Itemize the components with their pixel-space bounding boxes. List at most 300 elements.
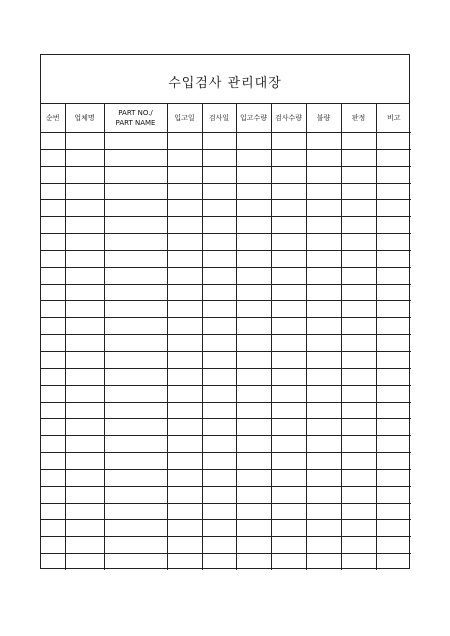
cell-vendor[interactable]: [65, 234, 104, 251]
cell-insp_date[interactable]: [202, 318, 236, 335]
cell-insp_qty[interactable]: [271, 486, 306, 503]
cell-insp_date[interactable]: [202, 385, 236, 402]
cell-remark[interactable]: [376, 318, 411, 335]
cell-seq[interactable]: [41, 520, 65, 537]
cell-insp_date[interactable]: [202, 368, 236, 385]
cell-seq[interactable]: [41, 368, 65, 385]
cell-judge[interactable]: [341, 200, 376, 217]
cell-in_date[interactable]: [167, 486, 202, 503]
cell-insp_qty[interactable]: [271, 149, 306, 166]
header-defect: 불량: [306, 104, 341, 133]
table-row: [41, 267, 411, 284]
cell-in_date[interactable]: [167, 351, 202, 368]
cell-in_qty[interactable]: [236, 250, 271, 267]
cell-in_date[interactable]: [167, 133, 202, 150]
cell-in_qty[interactable]: [236, 453, 271, 470]
cell-defect[interactable]: [306, 133, 341, 150]
cell-part[interactable]: [104, 284, 167, 301]
cell-seq[interactable]: [41, 318, 65, 335]
cell-seq[interactable]: [41, 486, 65, 503]
cell-remark[interactable]: [376, 554, 411, 570]
header-part-line2: PART NAME: [115, 119, 156, 127]
cell-defect[interactable]: [306, 183, 341, 200]
cell-insp_date[interactable]: [202, 250, 236, 267]
cell-judge[interactable]: [341, 284, 376, 301]
cell-vendor[interactable]: [65, 133, 104, 150]
cell-defect[interactable]: [306, 486, 341, 503]
cell-judge[interactable]: [341, 503, 376, 520]
cell-in_qty[interactable]: [236, 351, 271, 368]
cell-in_qty[interactable]: [236, 520, 271, 537]
cell-vendor[interactable]: [65, 436, 104, 453]
cell-defect[interactable]: [306, 453, 341, 470]
cell-judge[interactable]: [341, 368, 376, 385]
cell-remark[interactable]: [376, 486, 411, 503]
cell-insp_qty[interactable]: [271, 402, 306, 419]
cell-in_qty[interactable]: [236, 318, 271, 335]
cell-in_qty[interactable]: [236, 217, 271, 234]
cell-part[interactable]: [104, 234, 167, 251]
cell-in_date[interactable]: [167, 402, 202, 419]
cell-defect[interactable]: [306, 469, 341, 486]
cell-in_date[interactable]: [167, 537, 202, 554]
cell-insp_qty[interactable]: [271, 217, 306, 234]
cell-insp_date[interactable]: [202, 149, 236, 166]
table-row: [41, 284, 411, 301]
cell-insp_date[interactable]: [202, 419, 236, 436]
cell-in_qty[interactable]: [236, 469, 271, 486]
table-row: [41, 436, 411, 453]
cell-part[interactable]: [104, 503, 167, 520]
cell-judge[interactable]: [341, 166, 376, 183]
cell-vendor[interactable]: [65, 183, 104, 200]
cell-part[interactable]: [104, 486, 167, 503]
table-row: [41, 385, 411, 402]
cell-in_date[interactable]: [167, 469, 202, 486]
cell-judge[interactable]: [341, 436, 376, 453]
table-row: [41, 368, 411, 385]
cell-remark[interactable]: [376, 503, 411, 520]
cell-in_qty[interactable]: [236, 419, 271, 436]
cell-remark[interactable]: [376, 402, 411, 419]
cell-in_qty[interactable]: [236, 537, 271, 554]
cell-defect[interactable]: [306, 537, 341, 554]
cell-vendor[interactable]: [65, 267, 104, 284]
cell-in_date[interactable]: [167, 335, 202, 352]
cell-part[interactable]: [104, 301, 167, 318]
table-row: [41, 200, 411, 217]
cell-in_date[interactable]: [167, 419, 202, 436]
cell-in_qty[interactable]: [236, 234, 271, 251]
table-row: [41, 486, 411, 503]
cell-in_qty[interactable]: [236, 368, 271, 385]
cell-in_date[interactable]: [167, 217, 202, 234]
cell-part[interactable]: [104, 520, 167, 537]
cell-judge[interactable]: [341, 469, 376, 486]
cell-insp_qty[interactable]: [271, 351, 306, 368]
cell-seq[interactable]: [41, 436, 65, 453]
cell-part[interactable]: [104, 250, 167, 267]
table-row: [41, 469, 411, 486]
cell-seq[interactable]: [41, 537, 65, 554]
cell-in_date[interactable]: [167, 234, 202, 251]
cell-in_date[interactable]: [167, 284, 202, 301]
cell-defect[interactable]: [306, 554, 341, 570]
header-remark: 비고: [376, 104, 411, 133]
cell-remark[interactable]: [376, 520, 411, 537]
cell-seq[interactable]: [41, 234, 65, 251]
cell-insp_qty[interactable]: [271, 267, 306, 284]
cell-seq[interactable]: [41, 503, 65, 520]
cell-in_qty[interactable]: [236, 486, 271, 503]
cell-in_date[interactable]: [167, 267, 202, 284]
cell-seq[interactable]: [41, 385, 65, 402]
cell-vendor[interactable]: [65, 166, 104, 183]
cell-remark[interactable]: [376, 183, 411, 200]
cell-seq[interactable]: [41, 267, 65, 284]
cell-part[interactable]: [104, 318, 167, 335]
cell-defect[interactable]: [306, 402, 341, 419]
cell-insp_date[interactable]: [202, 133, 236, 150]
cell-in_qty[interactable]: [236, 301, 271, 318]
cell-insp_date[interactable]: [202, 469, 236, 486]
cell-judge[interactable]: [341, 351, 376, 368]
cell-vendor[interactable]: [65, 469, 104, 486]
cell-defect[interactable]: [306, 267, 341, 284]
header-insp-date: 검사일: [202, 104, 236, 133]
cell-in_date[interactable]: [167, 368, 202, 385]
cell-vendor[interactable]: [65, 368, 104, 385]
cell-insp_date[interactable]: [202, 503, 236, 520]
cell-in_qty[interactable]: [236, 402, 271, 419]
cell-insp_qty[interactable]: [271, 250, 306, 267]
cell-defect[interactable]: [306, 149, 341, 166]
cell-part[interactable]: [104, 217, 167, 234]
table-row: [41, 335, 411, 352]
cell-seq[interactable]: [41, 554, 65, 570]
table-row: [41, 402, 411, 419]
cell-in_date[interactable]: [167, 503, 202, 520]
cell-part[interactable]: [104, 149, 167, 166]
cell-judge[interactable]: [341, 183, 376, 200]
cell-judge[interactable]: [341, 267, 376, 284]
cell-seq[interactable]: [41, 419, 65, 436]
table-row: [41, 149, 411, 166]
cell-insp_qty[interactable]: [271, 453, 306, 470]
cell-insp_qty[interactable]: [271, 166, 306, 183]
cell-insp_qty[interactable]: [271, 520, 306, 537]
cell-insp_date[interactable]: [202, 335, 236, 352]
cell-in_qty[interactable]: [236, 149, 271, 166]
cell-part[interactable]: [104, 267, 167, 284]
cell-vendor[interactable]: [65, 301, 104, 318]
cell-defect[interactable]: [306, 250, 341, 267]
cell-remark[interactable]: [376, 133, 411, 150]
header-insp-qty: 검사수량: [271, 104, 306, 133]
cell-seq[interactable]: [41, 469, 65, 486]
cell-insp_date[interactable]: [202, 166, 236, 183]
table-row: [41, 133, 411, 150]
table-row: [41, 250, 411, 267]
cell-judge[interactable]: [341, 520, 376, 537]
inspection-ledger-sheet: [40, 54, 410, 569]
cell-judge[interactable]: [341, 419, 376, 436]
table-row: [41, 520, 411, 537]
header-part: [104, 104, 167, 133]
cell-defect[interactable]: [306, 335, 341, 352]
cell-vendor[interactable]: [65, 453, 104, 470]
cell-insp_qty[interactable]: [271, 368, 306, 385]
cell-insp_qty[interactable]: [271, 385, 306, 402]
table-row: [41, 537, 411, 554]
cell-judge[interactable]: [341, 486, 376, 503]
header-judge: 판정: [341, 104, 376, 133]
header-part-line1: PART NO./: [118, 109, 153, 117]
cell-vendor[interactable]: [65, 520, 104, 537]
cell-remark[interactable]: [376, 385, 411, 402]
table-row: [41, 554, 411, 570]
cell-defect[interactable]: [306, 301, 341, 318]
cell-remark[interactable]: [376, 267, 411, 284]
cell-seq[interactable]: [41, 250, 65, 267]
cell-insp_qty[interactable]: [271, 436, 306, 453]
cell-remark[interactable]: [376, 200, 411, 217]
cell-in_date[interactable]: [167, 250, 202, 267]
cell-insp_qty[interactable]: [271, 419, 306, 436]
cell-vendor[interactable]: [65, 402, 104, 419]
cell-in_date[interactable]: [167, 554, 202, 570]
header-in-date: 입고일: [167, 104, 202, 133]
cell-insp_date[interactable]: [202, 453, 236, 470]
cell-part[interactable]: [104, 554, 167, 570]
cell-vendor[interactable]: [65, 554, 104, 570]
cell-part[interactable]: [104, 385, 167, 402]
cell-judge[interactable]: [341, 554, 376, 570]
cell-in_qty[interactable]: [236, 133, 271, 150]
table-row: [41, 234, 411, 251]
header-row: [41, 104, 411, 133]
cell-seq[interactable]: [41, 183, 65, 200]
cell-part[interactable]: [104, 419, 167, 436]
cell-insp_date[interactable]: [202, 436, 236, 453]
cell-part[interactable]: [104, 453, 167, 470]
cell-judge[interactable]: [341, 301, 376, 318]
cell-in_date[interactable]: [167, 453, 202, 470]
cell-insp_date[interactable]: [202, 486, 236, 503]
cell-in_qty[interactable]: [236, 554, 271, 570]
cell-remark[interactable]: [376, 217, 411, 234]
table-row: [41, 217, 411, 234]
cell-insp_qty[interactable]: [271, 335, 306, 352]
cell-remark[interactable]: [376, 166, 411, 183]
cell-insp_qty[interactable]: [271, 183, 306, 200]
cell-seq[interactable]: [41, 200, 65, 217]
cell-defect[interactable]: [306, 166, 341, 183]
cell-judge[interactable]: [341, 250, 376, 267]
cell-remark[interactable]: [376, 453, 411, 470]
ledger-body: [41, 133, 411, 570]
cell-remark[interactable]: [376, 436, 411, 453]
cell-seq[interactable]: [41, 301, 65, 318]
cell-insp_qty[interactable]: [271, 537, 306, 554]
cell-insp_qty[interactable]: [271, 554, 306, 570]
cell-seq[interactable]: [41, 149, 65, 166]
cell-in_qty[interactable]: [236, 200, 271, 217]
cell-remark[interactable]: [376, 284, 411, 301]
cell-remark[interactable]: [376, 351, 411, 368]
cell-insp_qty[interactable]: [271, 284, 306, 301]
cell-insp_qty[interactable]: [271, 469, 306, 486]
cell-in_date[interactable]: [167, 166, 202, 183]
cell-in_qty[interactable]: [236, 436, 271, 453]
cell-defect[interactable]: [306, 368, 341, 385]
cell-insp_date[interactable]: [202, 200, 236, 217]
cell-remark[interactable]: [376, 537, 411, 554]
cell-defect[interactable]: [306, 503, 341, 520]
cell-insp_date[interactable]: [202, 284, 236, 301]
cell-remark[interactable]: [376, 250, 411, 267]
cell-insp_date[interactable]: [202, 520, 236, 537]
cell-judge[interactable]: [341, 149, 376, 166]
cell-insp_date[interactable]: [202, 301, 236, 318]
cell-in_date[interactable]: [167, 183, 202, 200]
table-row: [41, 166, 411, 183]
cell-defect[interactable]: [306, 234, 341, 251]
cell-vendor[interactable]: [65, 486, 104, 503]
cell-part[interactable]: [104, 183, 167, 200]
cell-vendor[interactable]: [65, 284, 104, 301]
cell-vendor[interactable]: [65, 149, 104, 166]
cell-vendor[interactable]: [65, 351, 104, 368]
cell-insp_qty[interactable]: [271, 234, 306, 251]
cell-insp_date[interactable]: [202, 351, 236, 368]
cell-part[interactable]: [104, 469, 167, 486]
cell-part[interactable]: [104, 368, 167, 385]
header-in-qty: 입고수량: [236, 104, 271, 133]
cell-part[interactable]: [104, 335, 167, 352]
cell-in_qty[interactable]: [236, 166, 271, 183]
cell-remark[interactable]: [376, 335, 411, 352]
cell-judge[interactable]: [341, 318, 376, 335]
table-row: [41, 351, 411, 368]
document-title: 수입검사 관리대장: [168, 75, 282, 91]
cell-judge[interactable]: [341, 234, 376, 251]
cell-vendor[interactable]: [65, 503, 104, 520]
cell-defect[interactable]: [306, 385, 341, 402]
cell-part[interactable]: [104, 200, 167, 217]
cell-insp_date[interactable]: [202, 554, 236, 570]
cell-in_qty[interactable]: [236, 335, 271, 352]
cell-remark[interactable]: [376, 234, 411, 251]
cell-judge[interactable]: [341, 335, 376, 352]
cell-seq[interactable]: [41, 133, 65, 150]
cell-seq[interactable]: [41, 453, 65, 470]
cell-remark[interactable]: [376, 149, 411, 166]
cell-insp_qty[interactable]: [271, 301, 306, 318]
title-area: [41, 55, 409, 104]
cell-remark[interactable]: [376, 419, 411, 436]
cell-insp_date[interactable]: [202, 183, 236, 200]
cell-defect[interactable]: [306, 351, 341, 368]
cell-defect[interactable]: [306, 217, 341, 234]
cell-in_date[interactable]: [167, 520, 202, 537]
cell-in_date[interactable]: [167, 200, 202, 217]
cell-in_date[interactable]: [167, 149, 202, 166]
cell-insp_qty[interactable]: [271, 200, 306, 217]
cell-in_qty[interactable]: [236, 385, 271, 402]
cell-in_date[interactable]: [167, 301, 202, 318]
table-row: [41, 301, 411, 318]
cell-vendor[interactable]: [65, 200, 104, 217]
cell-part[interactable]: [104, 436, 167, 453]
cell-vendor[interactable]: [65, 250, 104, 267]
cell-insp_qty[interactable]: [271, 133, 306, 150]
cell-seq[interactable]: [41, 402, 65, 419]
ledger-table: [41, 104, 411, 570]
cell-judge[interactable]: [341, 217, 376, 234]
cell-insp_date[interactable]: [202, 234, 236, 251]
cell-remark[interactable]: [376, 469, 411, 486]
cell-in_qty[interactable]: [236, 503, 271, 520]
cell-vendor[interactable]: [65, 419, 104, 436]
cell-vendor[interactable]: [65, 335, 104, 352]
cell-insp_date[interactable]: [202, 217, 236, 234]
cell-in_date[interactable]: [167, 436, 202, 453]
cell-judge[interactable]: [341, 537, 376, 554]
cell-insp_qty[interactable]: [271, 503, 306, 520]
cell-defect[interactable]: [306, 436, 341, 453]
cell-in_date[interactable]: [167, 385, 202, 402]
cell-vendor[interactable]: [65, 318, 104, 335]
cell-insp_qty[interactable]: [271, 318, 306, 335]
cell-insp_date[interactable]: [202, 402, 236, 419]
cell-remark[interactable]: [376, 368, 411, 385]
cell-in_qty[interactable]: [236, 267, 271, 284]
cell-part[interactable]: [104, 402, 167, 419]
cell-seq[interactable]: [41, 166, 65, 183]
cell-judge[interactable]: [341, 453, 376, 470]
cell-insp_date[interactable]: [202, 267, 236, 284]
cell-seq[interactable]: [41, 335, 65, 352]
table-row: [41, 183, 411, 200]
cell-judge[interactable]: [341, 133, 376, 150]
table-row: [41, 503, 411, 520]
cell-seq[interactable]: [41, 217, 65, 234]
cell-judge[interactable]: [341, 385, 376, 402]
cell-seq[interactable]: [41, 284, 65, 301]
cell-part[interactable]: [104, 166, 167, 183]
cell-part[interactable]: [104, 133, 167, 150]
cell-in_qty[interactable]: [236, 284, 271, 301]
cell-part[interactable]: [104, 351, 167, 368]
cell-part[interactable]: [104, 537, 167, 554]
cell-defect[interactable]: [306, 284, 341, 301]
cell-defect[interactable]: [306, 520, 341, 537]
cell-vendor[interactable]: [65, 217, 104, 234]
cell-defect[interactable]: [306, 200, 341, 217]
cell-seq[interactable]: [41, 351, 65, 368]
cell-in_qty[interactable]: [236, 183, 271, 200]
cell-insp_date[interactable]: [202, 537, 236, 554]
cell-defect[interactable]: [306, 419, 341, 436]
cell-vendor[interactable]: [65, 537, 104, 554]
cell-defect[interactable]: [306, 318, 341, 335]
cell-vendor[interactable]: [65, 385, 104, 402]
cell-in_date[interactable]: [167, 318, 202, 335]
header-vendor: 업체명: [65, 104, 104, 133]
cell-judge[interactable]: [341, 402, 376, 419]
cell-remark[interactable]: [376, 301, 411, 318]
